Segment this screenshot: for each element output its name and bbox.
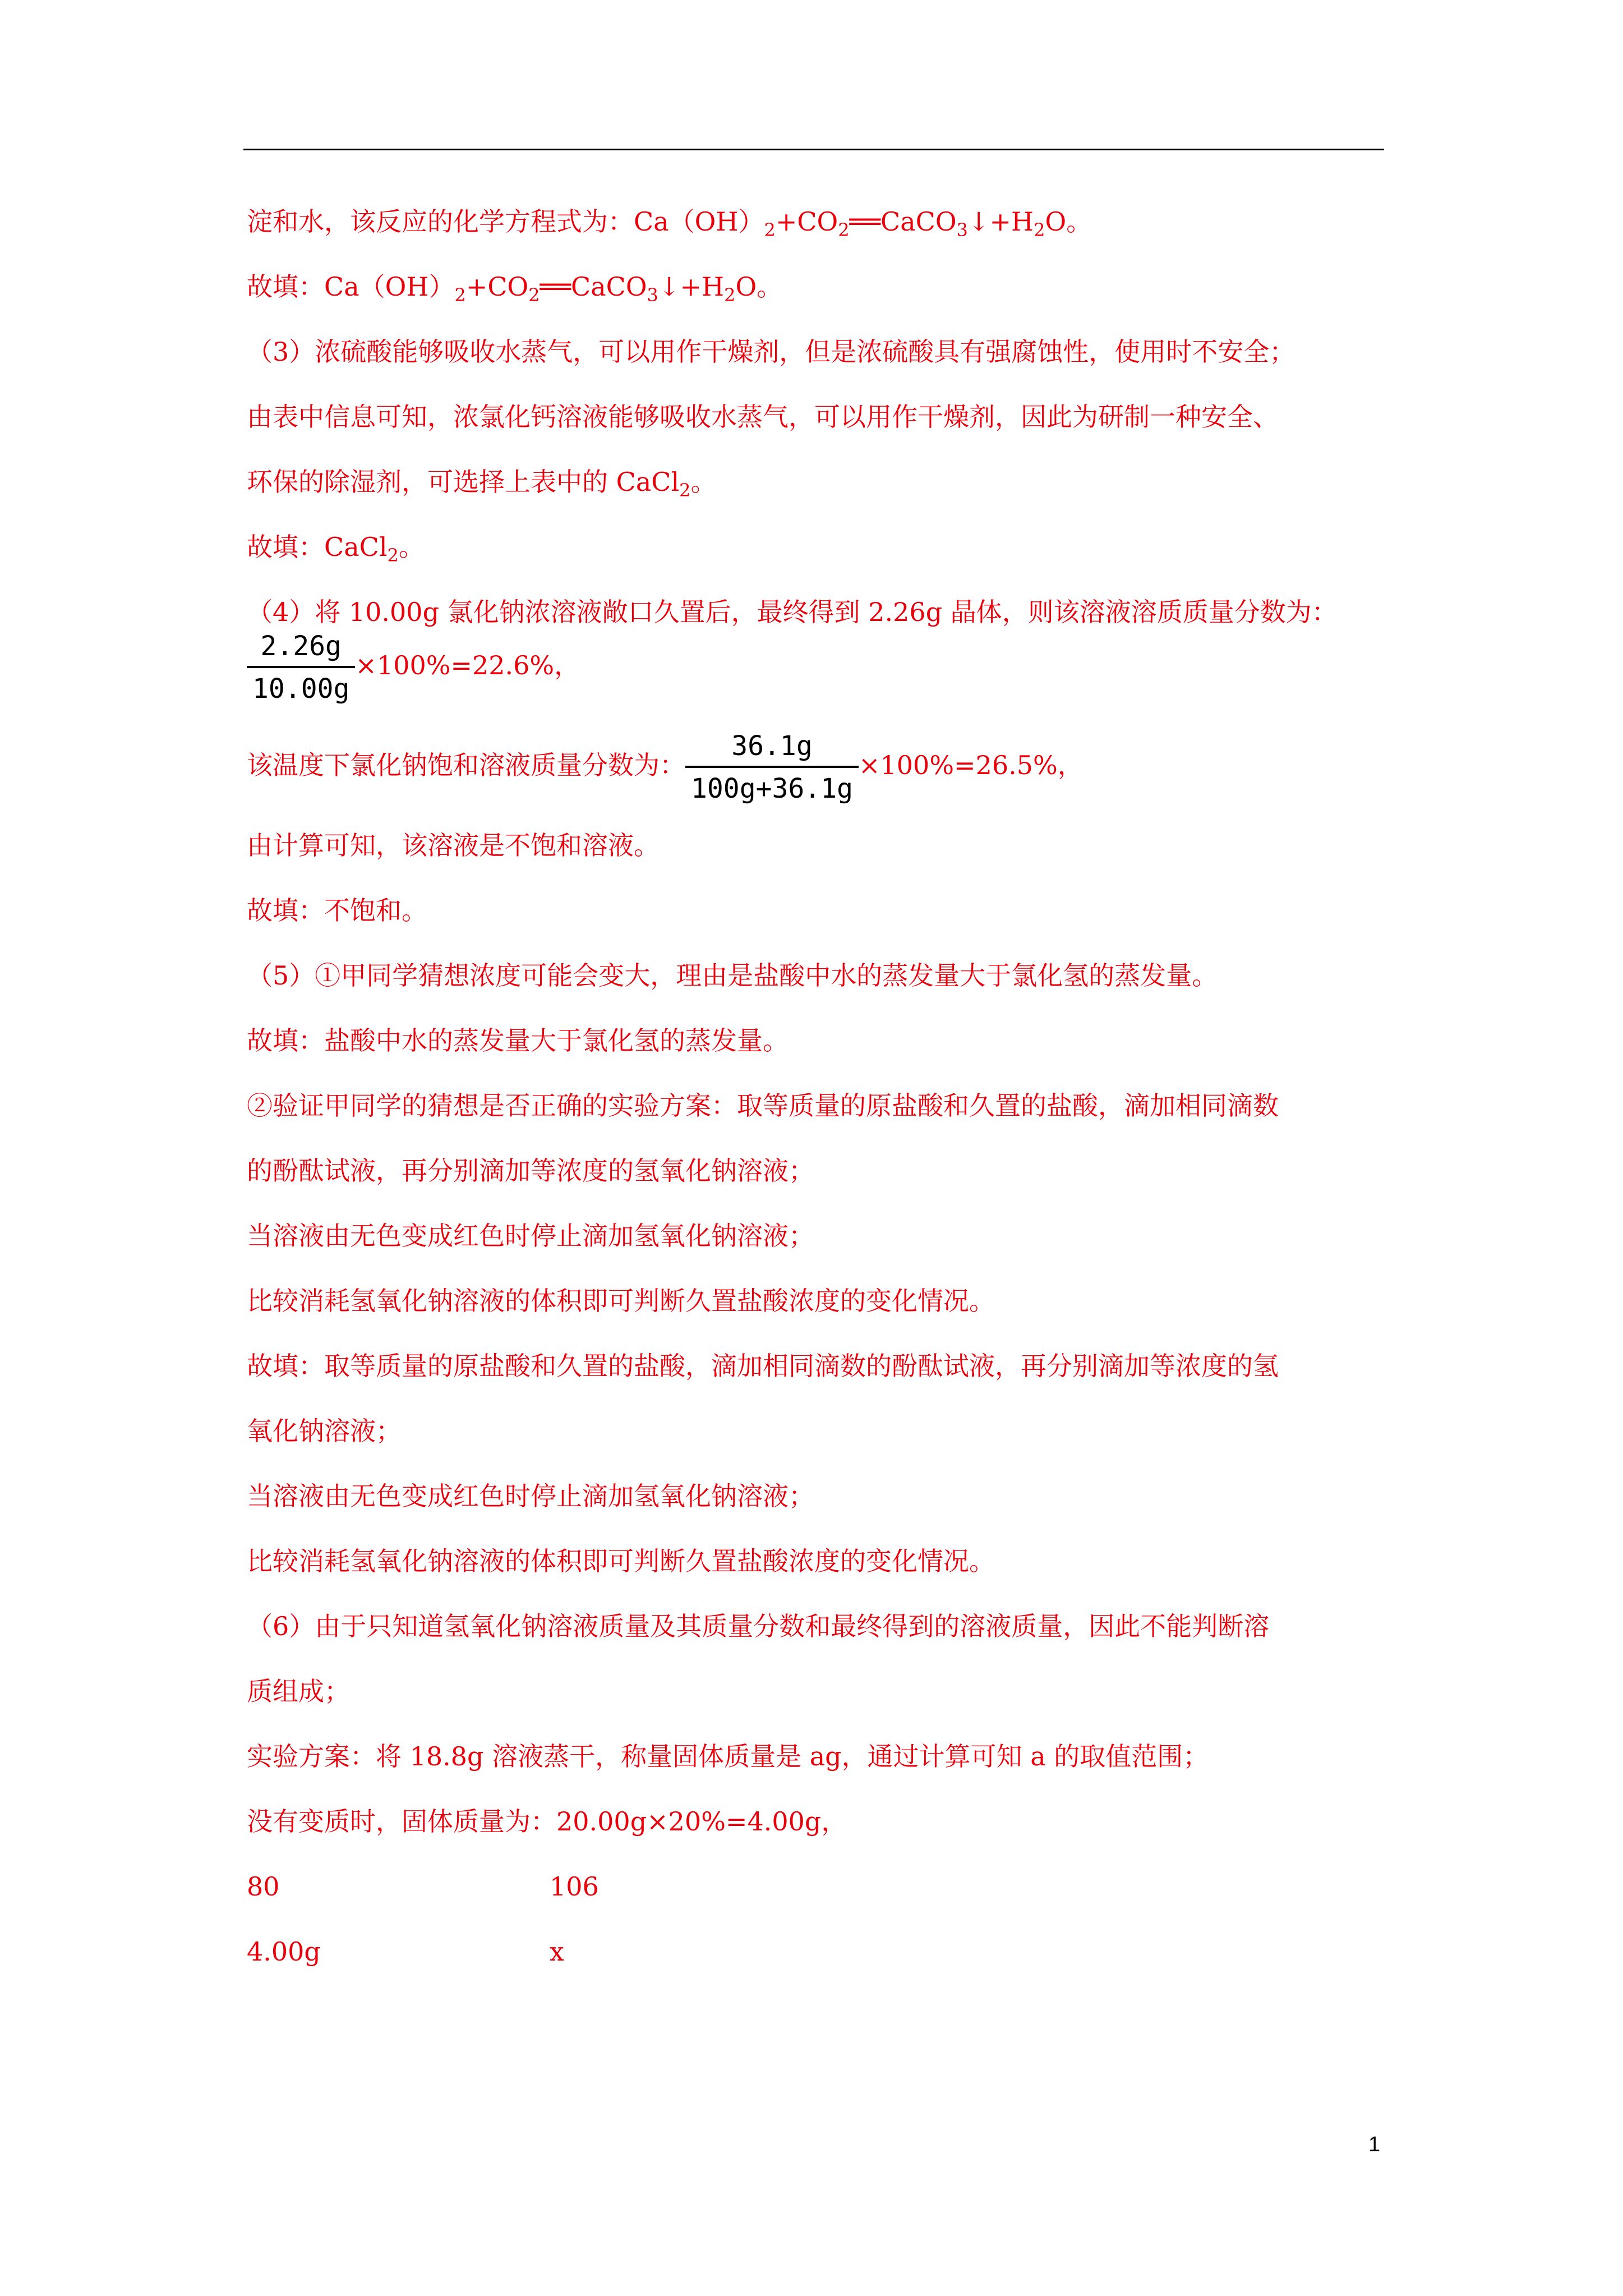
text-line: 由计算可知，该溶液是不饱和溶液。 <box>247 830 660 861</box>
text-line: （5）①甲同学猜想浓度可能会变大，理由是盐酸中水的蒸发量大于氯化氢的蒸发量。 <box>247 960 1218 991</box>
text-line-equation-2: 故填：$Ca(OH)_2+CO_2══CaCO_3↓+H_2O$。 <box>247 272 783 306</box>
text-line-cacl2-answer: 故填：CaCl$_2$。 <box>247 532 425 566</box>
text-line: 的酚酞试液，再分别滴加等浓度的氢氧化钠溶液； <box>247 1156 814 1186</box>
text-line-cacl2: 环保的除湿剂，可选择上表中的 CaCl$_2$。 <box>247 467 717 501</box>
text-line: 比较消耗氢氧化钠溶液的体积即可判断久置盐酸浓度的变化情况。 <box>247 1286 995 1316</box>
text-line-equation-1: 淀和水，该反应的化学方程式为：$Ca(OH)_2+CO_2══CaCO_3↓+H_2O$。 <box>247 206 1092 241</box>
text-line: （4）将 10.00g 氯化钠浓溶液敞口久置后，最终得到 2.26g 晶体，则该溶液溶质质量分数为： <box>247 597 1338 627</box>
text-line: 当溶液由无色变成红色时停止滴加氢氧化钠溶液； <box>247 1221 814 1251</box>
fraction-line-2: 该温度下氯化钠饱和溶液质量分数为： $\frac{36.1g}{100g+36.1g}$ ×100%=26.5%， <box>247 729 1385 806</box>
text-line: 故填：不饱和。 <box>247 895 427 926</box>
fraction-denominator: 10.00g <box>247 666 355 706</box>
page-number: 1 <box>1368 2133 1381 2156</box>
text-line: 实验方案：将 18.8g 溶液蒸干，称量固体质量是 ag，通过计算可知 a 的取值范围； <box>247 1741 1209 1772</box>
text-line: 当溶液由无色变成红色时停止滴加氢氧化钠溶液； <box>247 1481 814 1511</box>
calc-cell: 106 <box>550 1871 599 1902</box>
text-line: 比较消耗氢氧化钠溶液的体积即可判断久置盐酸浓度的变化情况。 <box>247 1546 995 1576</box>
fraction <box>685 729 859 806</box>
calc-cell: x <box>550 1936 564 1967</box>
text-line: 故填：取等质量的原盐酸和久置的盐酸，滴加相同滴数的酚酞试液，再分别滴加等浓度的氢 <box>247 1351 1279 1381</box>
fraction-line-1: $\frac{2.26g}{10.00g}$ ×100%=22.6%， <box>247 629 1385 706</box>
answer-content <box>247 205 1385 2000</box>
fraction <box>247 629 355 706</box>
text-line: 由表中信息可知，浓氯化钙溶液能够吸收水蒸气，可以用作干燥剂，因此为研制一种安全、 <box>247 402 1279 432</box>
text-line: ②验证甲同学的猜想是否正确的实验方案：取等质量的原盐酸和久置的盐酸，滴加相同滴数 <box>247 1091 1279 1121</box>
text-line: （3）浓硫酸能够吸收水蒸气，可以用作干燥剂，但是浓硫酸具有强腐蚀性，使用时不安全； <box>247 337 1295 367</box>
calc-row <box>247 1870 1385 1903</box>
calc-cell: 4.00g <box>247 1936 321 1967</box>
fraction-denominator: 100g+36.1g <box>685 766 859 806</box>
text-line: （6）由于只知道氢氧化钠溶液质量及其质量分数和最终得到的溶液质量，因此不能判断溶 <box>247 1611 1270 1641</box>
fraction-numerator: 36.1g <box>731 730 813 762</box>
calc-cell: 80 <box>247 1871 280 1902</box>
text-line: 氧化钠溶液； <box>247 1416 402 1446</box>
text-line: 故填：盐酸中水的蒸发量大于氯化氢的蒸发量。 <box>247 1025 789 1056</box>
text-line: 没有变质时，固体质量为：20.00g×20%=4.00g， <box>247 1806 847 1837</box>
fraction-numerator: 2.26g <box>260 631 342 662</box>
calc-row <box>247 1935 1385 1968</box>
header-rule <box>243 149 1384 150</box>
text-line: 质组成； <box>247 1676 350 1706</box>
